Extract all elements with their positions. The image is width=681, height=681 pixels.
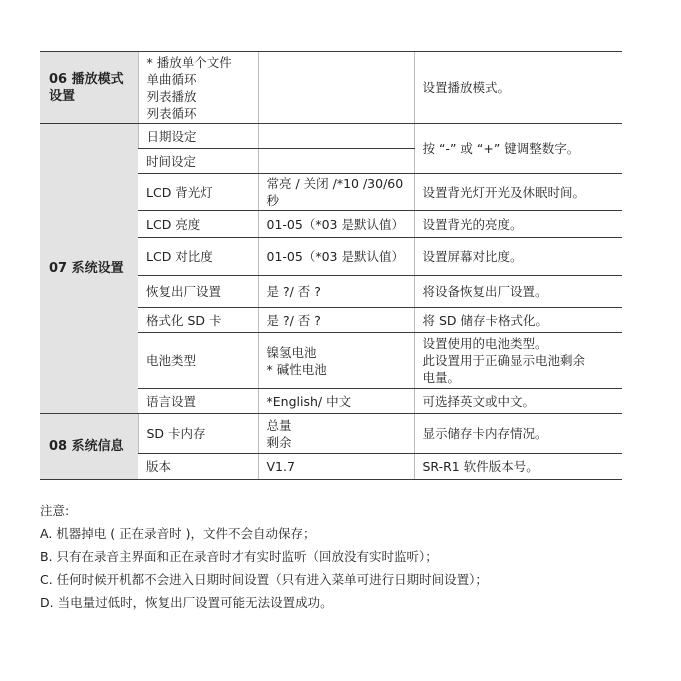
section-title: 06 播放模式 设置 — [40, 52, 138, 124]
options-cell — [258, 52, 414, 124]
item-cell: LCD 背光灯 — [138, 174, 258, 211]
options-cell: 01-05（*03 是默认值） — [258, 211, 414, 238]
options-cell: 常亮 / 关闭 /*10 /30/60 秒 — [258, 174, 414, 211]
options-cell: V1.7 — [258, 454, 414, 480]
options-cell: *English/ 中文 — [258, 389, 414, 414]
desc-cell: 设置背光灯开光及休眠时间。 — [414, 174, 622, 211]
notes-heading: 注意: — [40, 503, 70, 518]
notes — [40, 499, 640, 614]
item-cell: 电池类型 — [138, 333, 258, 389]
item-cell: 版本 — [138, 454, 258, 480]
note-item: C. 任何时候开机都不会进入日期时间设置（只有进入菜单可进行日期时间设置）； — [40, 572, 488, 587]
options-cell: 总量 剩余 — [258, 414, 414, 454]
options-cell: 是 ?/ 否 ? — [258, 308, 414, 333]
desc-cell: 可选择英文或中文。 — [414, 389, 622, 414]
options-cell: 是 ?/ 否 ? — [258, 276, 414, 308]
desc-cell: 按 “-” 或 “+” 键调整数字。 — [414, 124, 622, 174]
desc-cell: 设置使用的电池类型。 此设置用于正确显示电池剩余 电量。 — [414, 333, 622, 389]
options-cell: 01-05（*03 是默认值） — [258, 238, 414, 276]
item-cell: LCD 对比度 — [138, 238, 258, 276]
section-title: 08 系统信息 — [40, 414, 138, 480]
desc-cell: 显示储存卡内存情况。 — [414, 414, 622, 454]
desc-cell: 将设备恢复出厂设置。 — [414, 276, 622, 308]
item-cell: 恢复出厂设置 — [138, 276, 258, 308]
desc-cell: 设置播放模式。 — [414, 52, 622, 124]
desc-cell: SR-R1 软件版本号。 — [414, 454, 622, 480]
table-row — [40, 52, 622, 124]
settings-table — [40, 51, 622, 480]
options-cell: 镍氢电池 * 碱性电池 — [258, 333, 414, 389]
note-item: D. 当电量过低时，恢复出厂设置可能无法设置成功。 — [40, 595, 333, 610]
item-cell: LCD 亮度 — [138, 211, 258, 238]
desc-cell: 设置背光的亮度。 — [414, 211, 622, 238]
table-row — [40, 414, 622, 454]
item-cell: 格式化 SD 卡 — [138, 308, 258, 333]
item-cell: SD 卡内存 — [138, 414, 258, 454]
note-item: A. 机器掉电 ( 正在录音时 )，文件不会自动保存； — [40, 526, 316, 541]
note-item: B. 只有在录音主界面和正在录音时才有实时监听（回放没有实时监听）； — [40, 549, 438, 564]
desc-cell: 将 SD 储存卡格式化。 — [414, 308, 622, 333]
options-cell — [258, 124, 414, 149]
item-cell: * 播放单个文件 单曲循环 列表播放 列表循环 — [138, 52, 258, 124]
item-cell: 日期设定 — [138, 124, 258, 149]
item-cell: 语言设置 — [138, 389, 258, 414]
desc-cell: 设置屏幕对比度。 — [414, 238, 622, 276]
table-row — [40, 124, 622, 149]
item-cell: 时间设定 — [138, 149, 258, 174]
options-cell — [258, 149, 414, 174]
section-title: 07 系统设置 — [40, 124, 138, 414]
